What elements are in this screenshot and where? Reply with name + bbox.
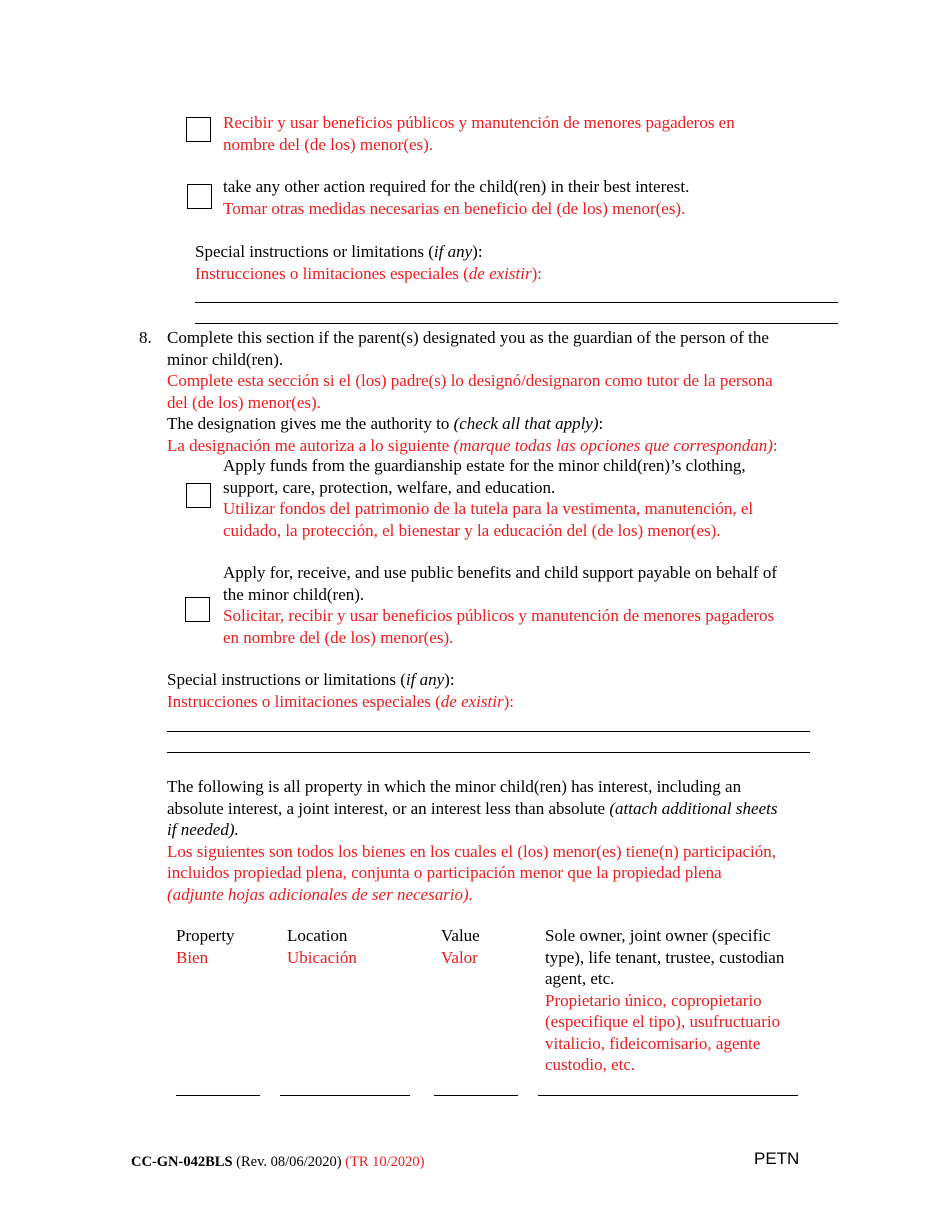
other-action-text: take any other action required for the child(ren) in their best interest. Tomar otras medidas necesarias en beneficio del (de los) menor(es). (223, 177, 690, 218)
receive-benefits-es: Recibir y usar beneficios públicos y manutención de menores pagaderos en nombre del (de los) menor(es). (223, 113, 735, 154)
column-location: Location Ubicación (287, 926, 357, 967)
checkbox-apply-funds[interactable] (186, 483, 211, 508)
value-field-line[interactable] (434, 1095, 518, 1096)
location-field-line[interactable] (280, 1095, 410, 1096)
form-translation: (TR 10/2020) (345, 1154, 425, 1170)
form-code: PETN (754, 1149, 800, 1168)
property-field-line[interactable] (176, 1095, 260, 1096)
column-value: Value Valor (441, 926, 480, 967)
special-instructions-label-7: Special instructions or limitations (if any): Instrucciones o limitaciones especiales (de existir): (195, 242, 542, 283)
form-id: CC-GN-042BLS (131, 1154, 233, 1170)
apply-benefits-text: Apply for, receive, and use public benefits and child support payable on behalf of the minor child(ren). Solicitar, recibir y usar beneficios públicos y manutención de menores pagaderos en nombre del (de los) menor(es). (223, 563, 778, 647)
column-owner-type: Sole owner, joint owner (specific type), life tenant, trustee, custodian agent, etc. Propietario único, copropietario (especifique el tipo), usufructuario vitalicio, fideicomisario, agente custodio, etc. (545, 926, 785, 1074)
column-property: Property Bien (176, 926, 235, 967)
special-instructions-label-8: Special instructions or limitations (if any): Instrucciones o limitaciones especiales (de existir): (167, 670, 514, 711)
apply-funds-text: Apply funds from the guardianship estate for the minor child(ren)’s clothing, support, care, protection, welfare, and education. Utilizar fondos del patrimonio de la tutela para la vestimenta, manutención, el cuidado, la protección, el bienestar y la educación del (de los) menor(es). (223, 456, 754, 540)
instructions-line-7b[interactable] (195, 323, 838, 324)
instructions-line-8b[interactable] (167, 752, 810, 753)
form-footer (131, 1152, 425, 1174)
instructions-line-7a[interactable] (195, 302, 838, 303)
checkbox-other-action[interactable] (187, 184, 212, 209)
instructions-line-8a[interactable] (167, 731, 810, 732)
section-8-intro: Complete this section if the parent(s) designated you as the guardian of the person of the minor child(ren). Complete esta sección si el (los) padre(s) lo designó/designaron como tutor de la persona del (de los) menor(es). The designation gives me the authority to (check all that apply): La designación me autoriza a lo siguiente (marque todas las opciones que correspondan): (167, 328, 778, 455)
checkbox-receive-benefits[interactable] (186, 117, 211, 142)
owner-type-field-line[interactable] (538, 1095, 798, 1096)
checkbox-apply-benefits[interactable] (185, 597, 210, 622)
section-8-number: 8. (139, 328, 152, 347)
property-intro: The following is all property in which the minor child(ren) has interest, including an absolute interest, a joint interest, or an interest less than absolute (attach additional sheets if needed). Los siguientes son todos los bienes en los cuales el (los) menor(es) tiene(n) participación, incluidos propiedad plena, conjunta o participación menor que la propiedad plena (adjunte hojas adicionales de ser necesario). (167, 777, 778, 904)
form-revision: (Rev. 08/06/2020) (232, 1154, 346, 1170)
